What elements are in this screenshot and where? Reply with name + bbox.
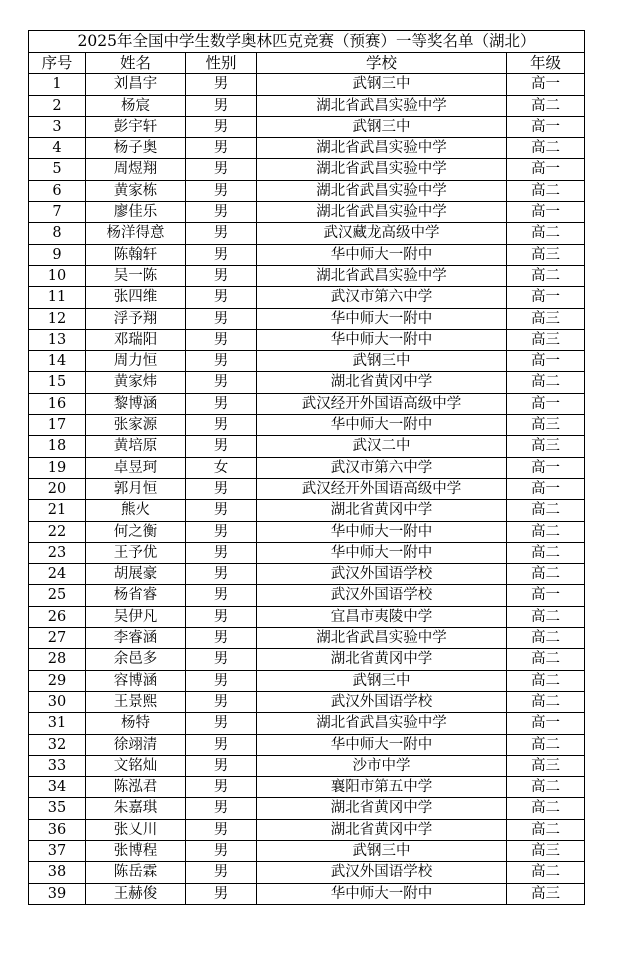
- cell-index: 11: [29, 287, 86, 308]
- table-row: [29, 180, 585, 201]
- cell-school: 襄阳市第五中学: [257, 777, 507, 798]
- cell-name: 廖佳乐: [86, 202, 186, 223]
- cell-school: 湖北省武昌实验中学: [257, 95, 507, 116]
- cell-name: 周煜翔: [86, 159, 186, 180]
- table-row: [29, 713, 585, 734]
- cell-school: 武汉外国语学校: [257, 564, 507, 585]
- cell-gender: 男: [186, 819, 257, 840]
- cell-gender: 男: [186, 798, 257, 819]
- cell-name: 刘昌宇: [86, 74, 186, 95]
- cell-index: 17: [29, 415, 86, 436]
- cell-grade: 高二: [507, 95, 585, 116]
- table-row: [29, 223, 585, 244]
- cell-index: 39: [29, 883, 86, 904]
- cell-grade: 高二: [507, 777, 585, 798]
- cell-index: 7: [29, 202, 86, 223]
- table-row: [29, 649, 585, 670]
- cell-gender: 男: [186, 777, 257, 798]
- cell-index: 30: [29, 691, 86, 712]
- award-list-sheet: [28, 30, 584, 905]
- cell-gender: 男: [186, 244, 257, 265]
- title-row: [29, 31, 585, 53]
- table-row: [29, 478, 585, 499]
- cell-index: 26: [29, 606, 86, 627]
- cell-school: 武汉外国语学校: [257, 862, 507, 883]
- cell-school: 武钢三中: [257, 74, 507, 95]
- cell-name: 杨宸: [86, 95, 186, 116]
- cell-name: 黄家栋: [86, 180, 186, 201]
- cell-index: 19: [29, 457, 86, 478]
- cell-school: 华中师大一附中: [257, 244, 507, 265]
- cell-gender: 男: [186, 180, 257, 201]
- table-row: [29, 244, 585, 265]
- cell-name: 张家源: [86, 415, 186, 436]
- cell-school: 武钢三中: [257, 351, 507, 372]
- cell-gender: 男: [186, 521, 257, 542]
- cell-name: 杨洋得意: [86, 223, 186, 244]
- cell-index: 37: [29, 840, 86, 861]
- cell-index: 8: [29, 223, 86, 244]
- cell-grade: 高二: [507, 649, 585, 670]
- cell-gender: 男: [186, 691, 257, 712]
- cell-name: 陈泓君: [86, 777, 186, 798]
- table-row: [29, 862, 585, 883]
- header-row: [29, 53, 585, 74]
- cell-gender: 男: [186, 734, 257, 755]
- table-row: [29, 74, 585, 95]
- cell-grade: 高二: [507, 564, 585, 585]
- table-row: [29, 777, 585, 798]
- table-title: 2025年全国中学生数学奥林匹克竞赛（预赛）一等奖名单（湖北）: [29, 31, 585, 53]
- cell-gender: 男: [186, 265, 257, 286]
- table-row: [29, 606, 585, 627]
- cell-gender: 男: [186, 500, 257, 521]
- header-grade: 年级: [507, 53, 585, 74]
- cell-school: 武钢三中: [257, 116, 507, 137]
- cell-grade: 高一: [507, 202, 585, 223]
- cell-school: 华中师大一附中: [257, 734, 507, 755]
- cell-index: 35: [29, 798, 86, 819]
- cell-grade: 高二: [507, 372, 585, 393]
- cell-gender: 男: [186, 840, 257, 861]
- cell-name: 王予优: [86, 542, 186, 563]
- cell-name: 徐翊清: [86, 734, 186, 755]
- cell-name: 朱嘉琪: [86, 798, 186, 819]
- cell-grade: 高一: [507, 478, 585, 499]
- cell-name: 黄培原: [86, 436, 186, 457]
- cell-name: 王景熙: [86, 691, 186, 712]
- header-gender: 性别: [186, 53, 257, 74]
- cell-grade: 高一: [507, 74, 585, 95]
- cell-grade: 高三: [507, 244, 585, 265]
- cell-school: 湖北省黄冈中学: [257, 649, 507, 670]
- table-row: [29, 542, 585, 563]
- table-row: [29, 308, 585, 329]
- cell-school: 湖北省黄冈中学: [257, 798, 507, 819]
- cell-grade: 高一: [507, 159, 585, 180]
- cell-school: 湖北省武昌实验中学: [257, 202, 507, 223]
- cell-index: 15: [29, 372, 86, 393]
- cell-school: 华中师大一附中: [257, 542, 507, 563]
- cell-name: 陈岳霖: [86, 862, 186, 883]
- cell-index: 23: [29, 542, 86, 563]
- cell-index: 14: [29, 351, 86, 372]
- header-name: 姓名: [86, 53, 186, 74]
- table-row: [29, 287, 585, 308]
- cell-gender: 男: [186, 862, 257, 883]
- cell-index: 28: [29, 649, 86, 670]
- cell-gender: 男: [186, 202, 257, 223]
- table-row: [29, 329, 585, 350]
- cell-name: 陈翰轩: [86, 244, 186, 265]
- cell-name: 文铭灿: [86, 755, 186, 776]
- cell-school: 武钢三中: [257, 670, 507, 691]
- cell-index: 3: [29, 116, 86, 137]
- cell-school: 武汉外国语学校: [257, 585, 507, 606]
- cell-gender: 男: [186, 95, 257, 116]
- cell-grade: 高一: [507, 393, 585, 414]
- header-school: 学校: [257, 53, 507, 74]
- cell-name: 黄家炜: [86, 372, 186, 393]
- cell-gender: 男: [186, 223, 257, 244]
- cell-gender: 男: [186, 585, 257, 606]
- cell-name: 张四维: [86, 287, 186, 308]
- cell-name: 胡展豪: [86, 564, 186, 585]
- cell-school: 武汉经开外国语高级中学: [257, 478, 507, 499]
- table-row: [29, 159, 585, 180]
- table-row: [29, 457, 585, 478]
- table-row: [29, 585, 585, 606]
- cell-name: 彭宇轩: [86, 116, 186, 137]
- cell-index: 18: [29, 436, 86, 457]
- cell-grade: 高三: [507, 883, 585, 904]
- cell-grade: 高二: [507, 734, 585, 755]
- cell-school: 湖北省武昌实验中学: [257, 265, 507, 286]
- cell-gender: 男: [186, 606, 257, 627]
- cell-school: 华中师大一附中: [257, 308, 507, 329]
- cell-name: 周力恒: [86, 351, 186, 372]
- cell-school: 湖北省黄冈中学: [257, 500, 507, 521]
- cell-school: 湖北省黄冈中学: [257, 819, 507, 840]
- cell-gender: 男: [186, 74, 257, 95]
- table-row: [29, 564, 585, 585]
- cell-grade: 高三: [507, 840, 585, 861]
- cell-gender: 男: [186, 649, 257, 670]
- table-row: [29, 116, 585, 137]
- cell-school: 湖北省武昌实验中学: [257, 628, 507, 649]
- cell-name: 郭月恒: [86, 478, 186, 499]
- cell-gender: 男: [186, 308, 257, 329]
- cell-school: 华中师大一附中: [257, 329, 507, 350]
- cell-name: 张乂川: [86, 819, 186, 840]
- cell-name: 何之衡: [86, 521, 186, 542]
- table-row: [29, 372, 585, 393]
- cell-index: 36: [29, 819, 86, 840]
- cell-name: 杨特: [86, 713, 186, 734]
- cell-grade: 高二: [507, 138, 585, 159]
- table-row: [29, 691, 585, 712]
- cell-index: 24: [29, 564, 86, 585]
- header-index: 序号: [29, 53, 86, 74]
- cell-name: 熊火: [86, 500, 186, 521]
- table-row: [29, 628, 585, 649]
- cell-gender: 男: [186, 287, 257, 308]
- cell-school: 湖北省武昌实验中学: [257, 713, 507, 734]
- cell-gender: 男: [186, 159, 257, 180]
- cell-name: 杨子奥: [86, 138, 186, 159]
- cell-grade: 高一: [507, 457, 585, 478]
- cell-name: 李睿涵: [86, 628, 186, 649]
- cell-index: 12: [29, 308, 86, 329]
- cell-school: 华中师大一附中: [257, 883, 507, 904]
- table-row: [29, 436, 585, 457]
- table-row: [29, 670, 585, 691]
- table-row: [29, 798, 585, 819]
- cell-grade: 高一: [507, 351, 585, 372]
- cell-name: 容博涵: [86, 670, 186, 691]
- cell-gender: 男: [186, 478, 257, 499]
- cell-index: 27: [29, 628, 86, 649]
- cell-grade: 高二: [507, 500, 585, 521]
- cell-gender: 男: [186, 372, 257, 393]
- cell-gender: 男: [186, 628, 257, 649]
- cell-grade: 高一: [507, 713, 585, 734]
- cell-school: 华中师大一附中: [257, 415, 507, 436]
- cell-index: 4: [29, 138, 86, 159]
- cell-school: 沙市中学: [257, 755, 507, 776]
- cell-name: 黎博涵: [86, 393, 186, 414]
- cell-index: 33: [29, 755, 86, 776]
- cell-grade: 高二: [507, 691, 585, 712]
- cell-school: 武汉藏龙高级中学: [257, 223, 507, 244]
- cell-index: 20: [29, 478, 86, 499]
- cell-gender: 男: [186, 542, 257, 563]
- table-row: [29, 500, 585, 521]
- table-row: [29, 521, 585, 542]
- cell-gender: 男: [186, 415, 257, 436]
- cell-grade: 高二: [507, 798, 585, 819]
- cell-gender: 男: [186, 329, 257, 350]
- cell-grade: 高二: [507, 521, 585, 542]
- cell-grade: 高二: [507, 265, 585, 286]
- cell-index: 16: [29, 393, 86, 414]
- cell-grade: 高三: [507, 308, 585, 329]
- cell-name: 邓瑞阳: [86, 329, 186, 350]
- cell-grade: 高一: [507, 116, 585, 137]
- cell-index: 6: [29, 180, 86, 201]
- award-table: [28, 30, 585, 905]
- cell-index: 5: [29, 159, 86, 180]
- cell-gender: 男: [186, 138, 257, 159]
- table-row: [29, 265, 585, 286]
- cell-grade: 高二: [507, 606, 585, 627]
- cell-index: 38: [29, 862, 86, 883]
- cell-grade: 高二: [507, 862, 585, 883]
- cell-grade: 高三: [507, 415, 585, 436]
- cell-name: 杨省睿: [86, 585, 186, 606]
- cell-school: 武汉市第六中学: [257, 457, 507, 478]
- table-row: [29, 883, 585, 904]
- cell-grade: 高二: [507, 670, 585, 691]
- table-row: [29, 840, 585, 861]
- table-row: [29, 351, 585, 372]
- cell-grade: 高三: [507, 755, 585, 776]
- cell-index: 29: [29, 670, 86, 691]
- cell-index: 22: [29, 521, 86, 542]
- cell-school: 湖北省武昌实验中学: [257, 138, 507, 159]
- cell-gender: 男: [186, 713, 257, 734]
- cell-index: 10: [29, 265, 86, 286]
- cell-school: 湖北省武昌实验中学: [257, 159, 507, 180]
- cell-school: 武汉市第六中学: [257, 287, 507, 308]
- cell-grade: 高二: [507, 542, 585, 563]
- cell-index: 2: [29, 95, 86, 116]
- cell-grade: 高二: [507, 819, 585, 840]
- cell-name: 吴伊凡: [86, 606, 186, 627]
- cell-gender: 男: [186, 393, 257, 414]
- cell-school: 武汉二中: [257, 436, 507, 457]
- cell-gender: 男: [186, 116, 257, 137]
- table-row: [29, 202, 585, 223]
- table-row: [29, 95, 585, 116]
- cell-gender: 男: [186, 351, 257, 372]
- cell-school: 湖北省武昌实验中学: [257, 180, 507, 201]
- cell-school: 武汉外国语学校: [257, 691, 507, 712]
- cell-grade: 高三: [507, 329, 585, 350]
- table-row: [29, 819, 585, 840]
- cell-index: 13: [29, 329, 86, 350]
- table-body: [29, 74, 585, 905]
- table-row: [29, 755, 585, 776]
- cell-index: 32: [29, 734, 86, 755]
- cell-name: 张博程: [86, 840, 186, 861]
- cell-name: 王赫俊: [86, 883, 186, 904]
- cell-school: 武汉经开外国语高级中学: [257, 393, 507, 414]
- cell-gender: 男: [186, 883, 257, 904]
- table-row: [29, 415, 585, 436]
- cell-grade: 高一: [507, 287, 585, 308]
- cell-school: 湖北省黄冈中学: [257, 372, 507, 393]
- table-row: [29, 393, 585, 414]
- cell-name: 卓昱珂: [86, 457, 186, 478]
- cell-grade: 高二: [507, 180, 585, 201]
- cell-gender: 男: [186, 564, 257, 585]
- cell-gender: 男: [186, 670, 257, 691]
- cell-grade: 高三: [507, 436, 585, 457]
- table-row: [29, 734, 585, 755]
- cell-gender: 男: [186, 436, 257, 457]
- cell-index: 25: [29, 585, 86, 606]
- cell-index: 31: [29, 713, 86, 734]
- cell-name: 余邑多: [86, 649, 186, 670]
- cell-index: 21: [29, 500, 86, 521]
- cell-name: 吴一陈: [86, 265, 186, 286]
- cell-school: 武钢三中: [257, 840, 507, 861]
- cell-school: 宜昌市夷陵中学: [257, 606, 507, 627]
- cell-index: 1: [29, 74, 86, 95]
- cell-grade: 高一: [507, 585, 585, 606]
- cell-gender: 男: [186, 755, 257, 776]
- cell-school: 华中师大一附中: [257, 521, 507, 542]
- cell-grade: 高二: [507, 223, 585, 244]
- cell-gender: 女: [186, 457, 257, 478]
- cell-name: 浮予翔: [86, 308, 186, 329]
- table-row: [29, 138, 585, 159]
- cell-grade: 高二: [507, 628, 585, 649]
- cell-index: 34: [29, 777, 86, 798]
- cell-index: 9: [29, 244, 86, 265]
